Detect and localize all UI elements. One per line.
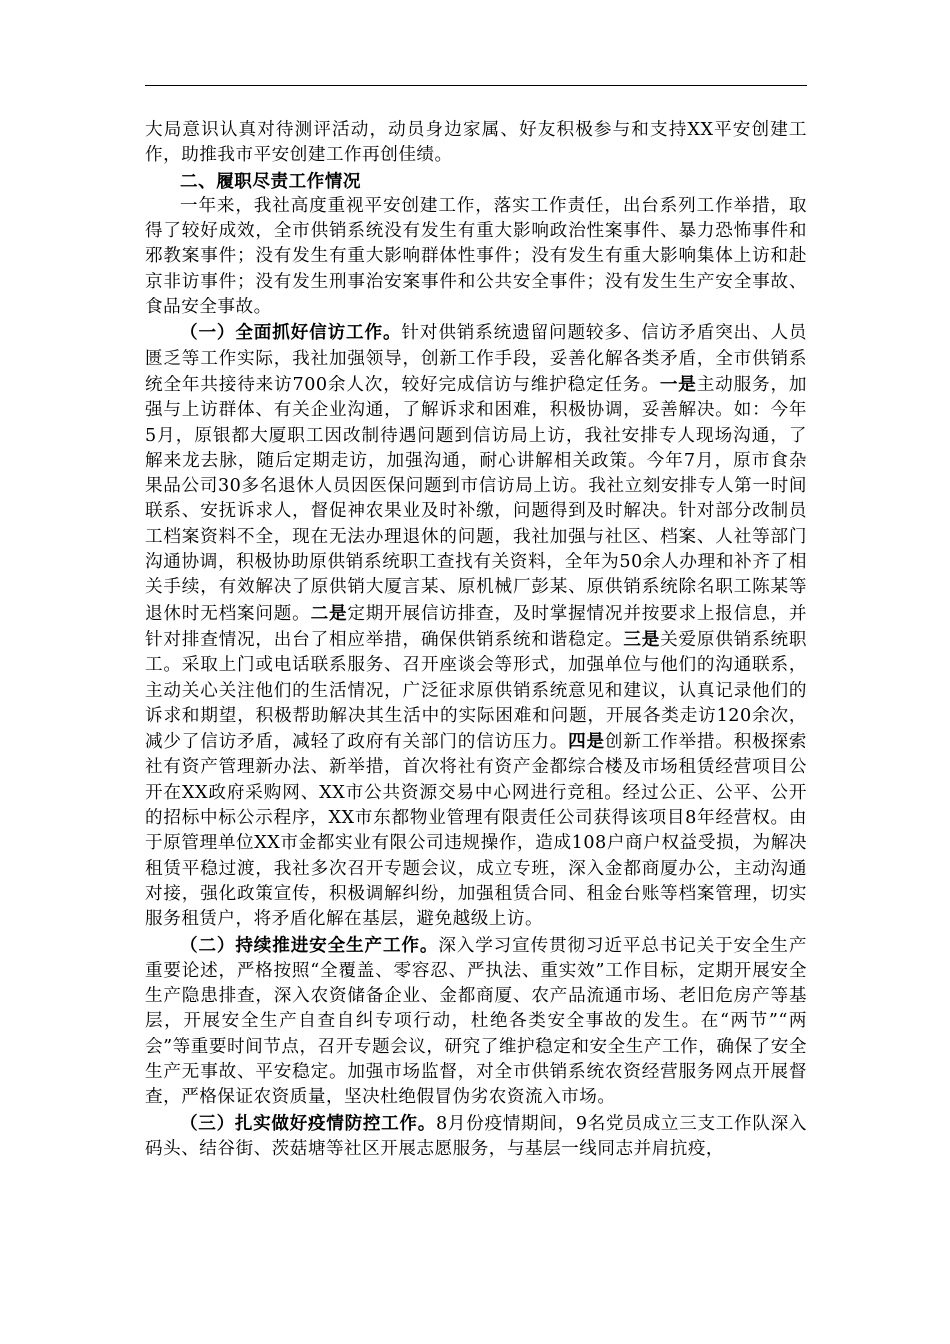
bold-text: （三）扎实做好疫情防控工作。 (180, 1112, 436, 1134)
bold-text: 一是 (659, 373, 697, 395)
paragraph-text: 关爱原供销系统职工。采取上门或电话联系服务、召开座谈会等形式，加强单位与他们的沟通联系，主动关心关注他们的生活情况，广泛征求原供销系统意见和建议，认真记录他们的诉求和期望，积极帮助解决其生活中的实际困难和问题，开展各类走访120余次，减少了信访矛盾，减轻了政府有关部门的信访压力。 (145, 629, 807, 753)
paragraph-text: 深入学习宣传贯彻习近平总书记关于安全生产重要论述，严格按照“全覆盖、零容忍、严执法、重实效”工作目标，定期开展安全生产隐患排查，深入农资储备企业、金都商厦、农产品流通市场、老旧危房产等基层，开展安全生产自查自纠专项行动，杜绝各类安全事故的发生。在“两节”“两会”等重要时间节点，召开专题会议，研究了维护稳定和安全生产工作，确保了安全生产无事故、平安稳定。加强市场监督，对全市供销系统农资经营服务网点开展督查，严格保证农资质量，坚决杜绝假冒伪劣农资流入市场。 (145, 935, 807, 1108)
bold-text: 三是 (623, 628, 661, 650)
bold-text: 四是 (568, 731, 605, 753)
section-heading (145, 169, 807, 194)
paragraph-text: 8月份疫情期间，9名党员成立三支工作队深入码头、结谷街、茨菇塘等社区开展志愿服务，与基层一线同志并肩抗疫， (145, 1113, 807, 1159)
document-body (145, 118, 807, 1162)
body-paragraph (145, 1111, 807, 1163)
paragraph-text: 针对供销系统遗留问题较多、信访矛盾突出、人员匮乏等工作实际，我社加强领导，创新工作手段，妥善化解各类矛盾，全市供销系统全年共接待来访700余人次，较好完成信访与维护稳定任务。 (145, 323, 807, 395)
paragraph-text: 大局意识认真对待测评活动，动员身边家属、好友积极参与和支持XX平安创建工作，助推我市平安创建工作再创佳绩。 (145, 120, 807, 166)
body-paragraph (145, 320, 807, 932)
body-paragraph (145, 194, 807, 320)
paragraph-text: 定期开展信访排查，及时掌握情况并按要求上报信息，并针对排查情况，出台了相应举措，确保供销系统和谐稳定。 (145, 603, 807, 650)
document-page (145, 0, 807, 1344)
bold-text: 二、履职尽责工作情况 (180, 170, 361, 192)
paragraph-text: 创新工作举措。积极探索社有资产管理新办法、新举措，首次将社有资产金都综合楼及市场租赁经营项目公开在XX政府采购网、XX市公共资源交易中心网进行竞租。经过公正、公平、公开的招标中标公示程序，XX市东都物业管理有限责任公司获得该项目8年经营权。由于原管理单位XX市金都实业有限公司违规操作，造成108户商户权益受损，为解决租赁平稳过渡，我社多次召开专题会议，成立专班，深入金都商厦办公，主动沟通对接，强化政策宣传，积极调解纠纷，加强租赁合同、租金台账等档案管理，切实服务租赁户，将矛盾化解在基层，避免越级上访。 (145, 732, 807, 930)
header-rule (145, 85, 807, 86)
continued-paragraph (145, 118, 807, 169)
bold-text: （二）持续推进安全生产工作。 (180, 934, 439, 956)
bold-text: 二是 (310, 602, 348, 624)
paragraph-text: 主动服务，加强与上访群体、有关企业沟通，了解诉求和困难，积极协调，妥善解决。如：今年5月，原银都大厦职工因改制待遇问题到信访局上访，我社安排专人现场沟通，了解来龙去脉，随后定期走访，加强沟通，耐心讲解相关政策。今年7月，原市食杂果品公司30多名退休人员因医保问题到市信访局上访。我社立刻安排专人第一时间联系、安抚诉求人，督促神农果业及时补缴，问题得到及时解决。针对部分改制员工档案资料不全，现在无法办理退休的问题，我社加强与社区、档案、人社等部门沟通协调，积极协助原供销系统职工查找有关资料，全年为50余人办理和补齐了相关手续，有效解决了原供销大厦言某、原机械厂彭某、原供销系统除名职工陈某等退休时无档案问题。 (145, 374, 807, 624)
paragraph-text: 一年来，我社高度重视平安创建工作，落实工作责任，出台系列工作举措，取得了较好成效，全市供销系统没有发生有重大影响政治性案事件、暴力恐怖事件和邪教案事件；没有发生有重大影响群体性事件；没有发生有重大影响集体上访和赴京非访事件；没有发生刑事治安案事件和公共安全事件；没有发生生产安全事故、食品安全事故。 (145, 195, 807, 318)
body-paragraph (145, 933, 807, 1111)
bold-text: （一）全面抓好信访工作。 (180, 322, 402, 344)
